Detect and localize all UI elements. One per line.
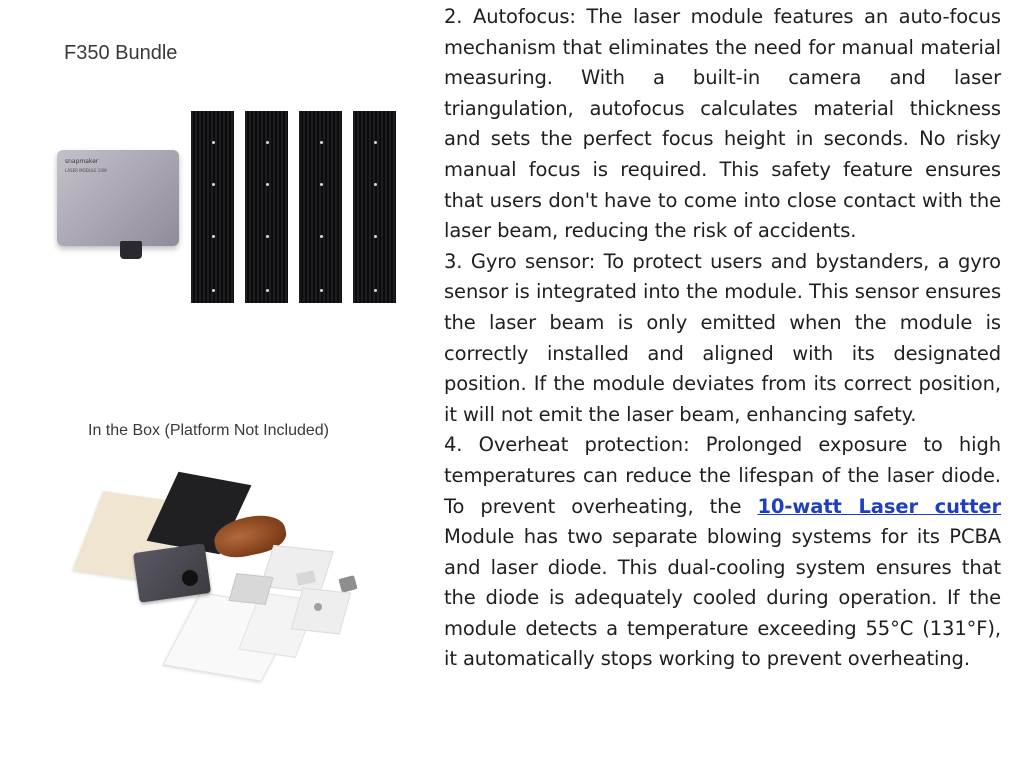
module-lens <box>120 241 142 259</box>
laser-cutter-link[interactable]: 10-watt Laser cutter <box>757 494 1001 518</box>
overheat-text-start: 4. Overheat protection: Prolonged exposure to high temperatures can reduce the lifespan of the laser diode. To prevent overheating, the <box>444 433 1001 518</box>
test-card-image <box>229 573 274 605</box>
heatsink-plate <box>191 111 234 303</box>
laser-module-image <box>57 150 179 246</box>
paragraph-overheat-protection <box>444 430 1001 675</box>
paragraph-autofocus: 2. Autofocus: The laser module features an auto-focus mechanism that eliminates the need for manual material measuring. With a built-in camera and laser triangulation, autofocus calculates material thickness and sets the perfect focus height in seconds. No risky manual focus is required. This safety feature ensures that users don't have to come into close contact with the laser beam, reducing the risk of accidents. <box>444 5 1001 243</box>
article-text <box>444 2 1001 675</box>
in-the-box-caption: In the Box (Platform Not Included) <box>88 422 329 439</box>
clip-image <box>338 575 357 593</box>
module-brand-text: snapmaker <box>65 158 99 165</box>
product-images-column <box>0 0 430 768</box>
heatsink-plate <box>245 111 288 303</box>
laser-module-box-image <box>133 543 211 603</box>
screw-image <box>314 603 322 611</box>
paragraph-gyro-sensor: 3. Gyro sensor: To protect users and bystanders, a gyro sensor is integrated into the module. This sensor ensures the laser beam is only emitted when the module is correctly installed and aligned with its designated position. If the module deviates from its correct position, it will not emit the laser beam, enhancing safety. <box>444 249 1001 426</box>
bundle-caption: F350 Bundle <box>64 42 178 64</box>
heatsink-plate <box>353 111 396 303</box>
screw-pouch-image <box>291 588 352 635</box>
heatsink-plate <box>299 111 342 303</box>
accessory-bag-image <box>260 545 334 593</box>
overheat-text-end: Module has two separate blowing systems for its PCBA and laser diode. This dual-cooling system ensures that the diode is adequately cooled during operation. If the module detects a temperature exceeding 55°C (131°F), it automatically stops working to prevent overheating. <box>444 525 1001 671</box>
module-sublabel-text: LASER MODULE 10W <box>65 168 107 173</box>
module-fan-image <box>180 568 200 588</box>
